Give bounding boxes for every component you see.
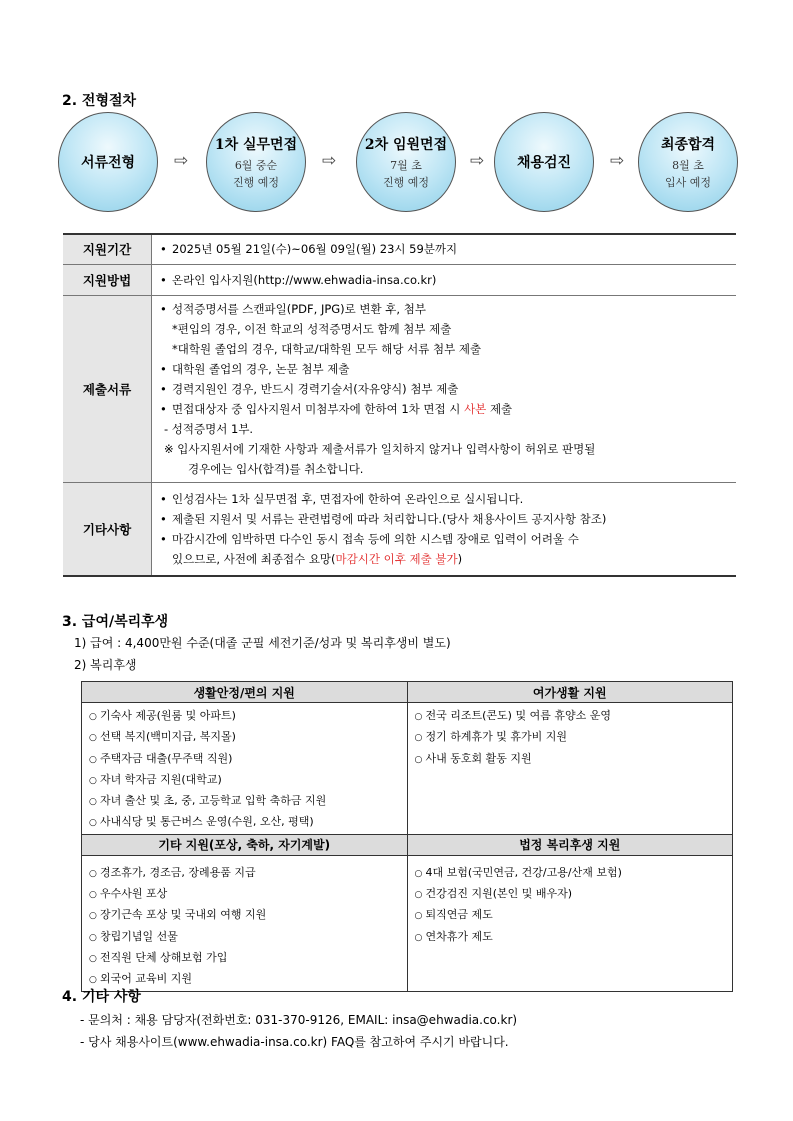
step-title: 최종합격: [660, 136, 716, 153]
step-medical-check: [494, 112, 594, 212]
welfare-item: ○ 주택자금 대출(무주택 직원): [89, 749, 407, 770]
welfare-item: ○ 우수사원 포상: [89, 884, 407, 905]
documents-label: 제출서류: [63, 295, 152, 482]
arrow-icon: ⇨: [610, 151, 625, 171]
welfare-item: ○ 전직원 단체 상해보험 가입: [89, 948, 407, 969]
etc-line: • 마감시간에 임박하면 다수인 동시 접속 등에 의한 시스템 장애로 입력이 어려울 수: [160, 529, 736, 549]
welfare-item: ○ 외국어 교육비 지원: [89, 969, 407, 990]
etc-content: [152, 482, 737, 576]
welfare-item: ○ 장기근속 포상 및 국내외 여행 지원: [89, 905, 407, 926]
doc-notice: 경우에는 입사(합격)를 취소합니다.: [188, 461, 364, 476]
doc-line: • 대학원 졸업의 경우, 논문 첨부 제출: [160, 359, 736, 379]
step-document-screening: [58, 112, 158, 212]
section-4-title: 4. 기타 사항: [62, 989, 141, 1005]
welfare-item: ○ 연차휴가 제도: [415, 927, 733, 948]
application-method: • 온라인 입사지원(http://www.ehwadia-insa.co.kr): [160, 270, 736, 290]
step-final-pass: [638, 112, 738, 212]
leisure-support-header: 여가생활 지원: [407, 682, 733, 703]
step-first-interview: [206, 112, 306, 212]
step-second-interview: [356, 112, 456, 212]
faq-info: - 당사 채용사이트(www.ehwadia-insa.co.kr) FAQ를 참고하여 주시기 바랍니다.: [80, 1035, 509, 1049]
step-date: 7월 초: [390, 158, 422, 172]
legal-welfare-list: [408, 856, 733, 948]
section-3-title: 3. 급여/복리후생: [62, 614, 169, 630]
copy-emphasis: 사본: [464, 401, 487, 416]
welfare-item: ○ 4대 보험(국민연금, 건강/고용/산재 보험): [415, 863, 733, 884]
contact-info: - 문의처 : 채용 담당자(전화번호: 031-370-9126, EMAIL: insa@ehwadia.co.kr): [80, 1013, 518, 1027]
welfare-item: ○ 건강검진 지원(본인 및 배우자): [415, 884, 733, 905]
welfare-item: ○ 사내식당 및 통근버스 운영(수원, 오산, 평택): [89, 812, 407, 833]
step-date: 8월 초: [672, 158, 704, 172]
step-note: 입사 예정: [664, 175, 711, 189]
documents-content: [152, 295, 737, 482]
etc-line: • 제출된 지원서 및 서류는 관련법령에 따라 처리합니다.(당사 채용사이트 공지사항 참조): [160, 509, 736, 529]
other-support-header: 기타 지원(포상, 축하, 자기계발): [82, 834, 408, 855]
step-note: 진행 예정: [382, 175, 429, 189]
living-support-list: [82, 703, 407, 834]
step-title: 서류전형: [80, 155, 136, 171]
welfare-item: ○ 경조휴가, 경조금, 장례용품 지급: [89, 863, 407, 884]
doc-line: *편입의 경우, 이전 학교의 성적증명서도 함께 첨부 제출: [172, 321, 452, 336]
welfare-item: ○ 자녀 학자금 지원(대학교): [89, 770, 407, 791]
leisure-support-list: [408, 703, 733, 770]
step-title: 2차 임원면접: [364, 136, 448, 153]
other-support-list: [82, 856, 407, 991]
etc-label: 기타사항: [63, 482, 152, 576]
welfare-item: ○ 자녀 출산 및 초, 중, 고등학교 입학 축하금 지원: [89, 791, 407, 812]
section-2-title: 2. 전형절차: [62, 93, 137, 109]
period-label: 지원기간: [63, 234, 152, 264]
doc-line: - 성적증명서 1부.: [164, 421, 254, 436]
welfare-item: ○ 정기 하계휴가 및 휴가비 지원: [415, 727, 733, 748]
etc-text: ): [457, 551, 463, 566]
method-label: 지원방법: [63, 264, 152, 295]
welfare-label: 2) 복리후생: [74, 658, 137, 672]
process-flow: [58, 112, 748, 212]
arrow-icon: ⇨: [322, 151, 337, 171]
doc-line: • 경력지원인 경우, 반드시 경력기술서(자유양식) 첨부 제출: [160, 379, 736, 399]
etc-line: [160, 549, 736, 569]
application-info-table: [63, 233, 736, 577]
welfare-item: ○ 전국 리조트(콘도) 및 여름 휴양소 운영: [415, 706, 733, 727]
doc-line: *대학원 졸업의 경우, 대학교/대학원 모두 해당 서류 첨부 제출: [172, 341, 482, 356]
application-period: • 2025년 05월 21일(수)~06월 09일(월) 23시 59분까지: [160, 239, 736, 259]
welfare-item: ○ 사내 동호회 활동 지원: [415, 749, 733, 770]
step-note: 진행 예정: [232, 175, 279, 189]
doc-line: • 성적증명서를 스캔파일(PDF, JPG)로 변환 후, 첨부: [160, 299, 736, 319]
welfare-item: ○ 선택 복지(백미지급, 복지몰): [89, 727, 407, 748]
step-title: 1차 실무면접: [214, 136, 298, 153]
living-support-header: 생활안정/편의 지원: [82, 682, 408, 703]
welfare-table: [81, 681, 733, 992]
legal-welfare-header: 법정 복리후생 지원: [407, 834, 733, 855]
step-title: 채용검진: [516, 155, 572, 171]
arrow-icon: ⇨: [470, 151, 485, 171]
doc-text: 면접대상자 중 입사지원서 미첨부자에 한하여 1차 면접 시: [172, 401, 465, 416]
salary-info: 1) 급여 : 4,400만원 수준(대졸 군필 세전기준/성과 및 복리후생비 별도): [74, 636, 451, 650]
arrow-icon: ⇨: [174, 151, 189, 171]
deadline-emphasis: 마감시간 이후 제출 불가: [335, 551, 458, 566]
welfare-item: ○ 기숙사 제공(원룸 및 아파트): [89, 706, 407, 727]
step-date: 6월 중순: [234, 158, 278, 172]
doc-line: [160, 399, 736, 419]
etc-text: 있으므로, 사전에 최종접수 요망(: [172, 551, 336, 566]
etc-line: • 인성검사는 1차 실무면접 후, 면접자에 한하여 온라인으로 실시됩니다.: [160, 489, 736, 509]
doc-notice: ※ 입사지원서에 기재한 사항과 제출서류가 일치하지 않거나 입력사항이 허위로 판명될: [164, 441, 596, 456]
welfare-item: ○ 창립기념일 선물: [89, 927, 407, 948]
welfare-item: ○ 퇴직연금 제도: [415, 905, 733, 926]
doc-text: 제출: [486, 401, 513, 416]
